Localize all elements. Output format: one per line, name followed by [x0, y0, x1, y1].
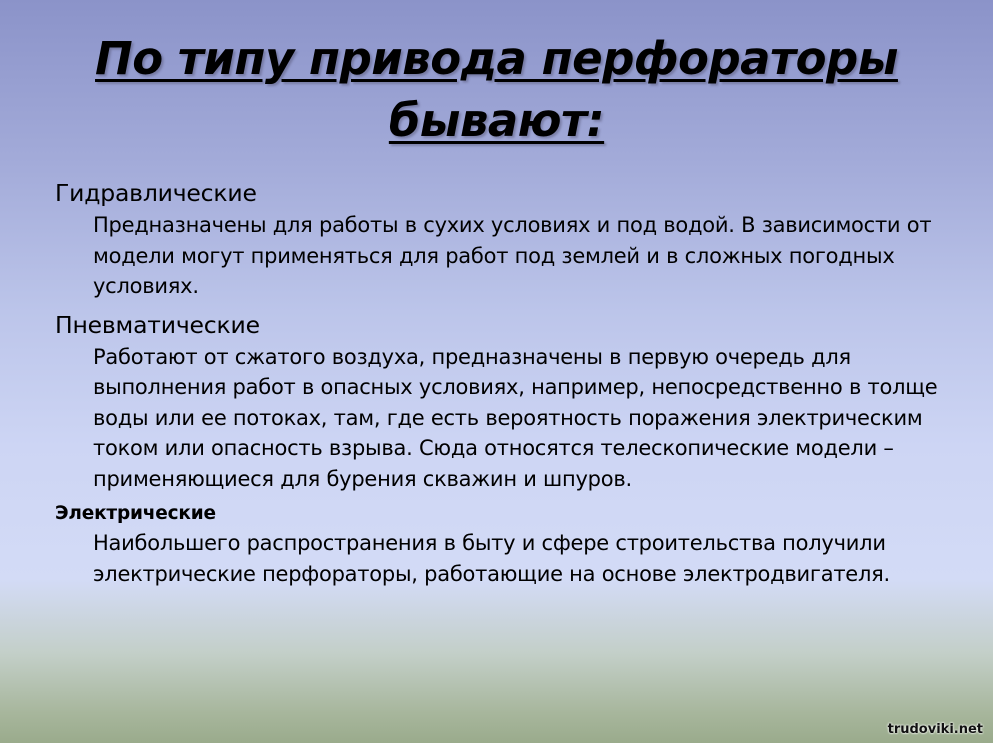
section-heading: Пневматические — [55, 310, 260, 339]
watermark: trudoviki.net — [887, 722, 983, 737]
section-hydraulic — [55, 176, 955, 302]
section-text: Предназначены для работы в сухих условиях и под водой. В зависимости от модели могут применяться для работ под землей и в сложных погодных условиях. — [93, 213, 932, 298]
section-text: Наибольшего распространения в быту и сфере строительства получили электрические перфораторы, работающие на основе электродвигателя. — [93, 531, 890, 586]
section-pneumatic — [55, 308, 955, 495]
section-heading: Электрические — [55, 503, 216, 524]
slide-title: По типу привода перфораторы бывают: — [95, 32, 898, 147]
section-text: Работают от сжатого воздуха, предназначены в первую очередь для выполнения работ в опасных условиях, например, непосредственно в толще воды или ее потоках, там, где есть вероятность поражения электрическим током или опасность взрыва. Сюда относятся телескопические модели – применяющиеся для бурения скважин и шпуров. — [93, 344, 938, 491]
slide-content — [55, 176, 955, 595]
section-heading: Гидравлические — [55, 179, 257, 207]
section-electric — [55, 500, 955, 589]
